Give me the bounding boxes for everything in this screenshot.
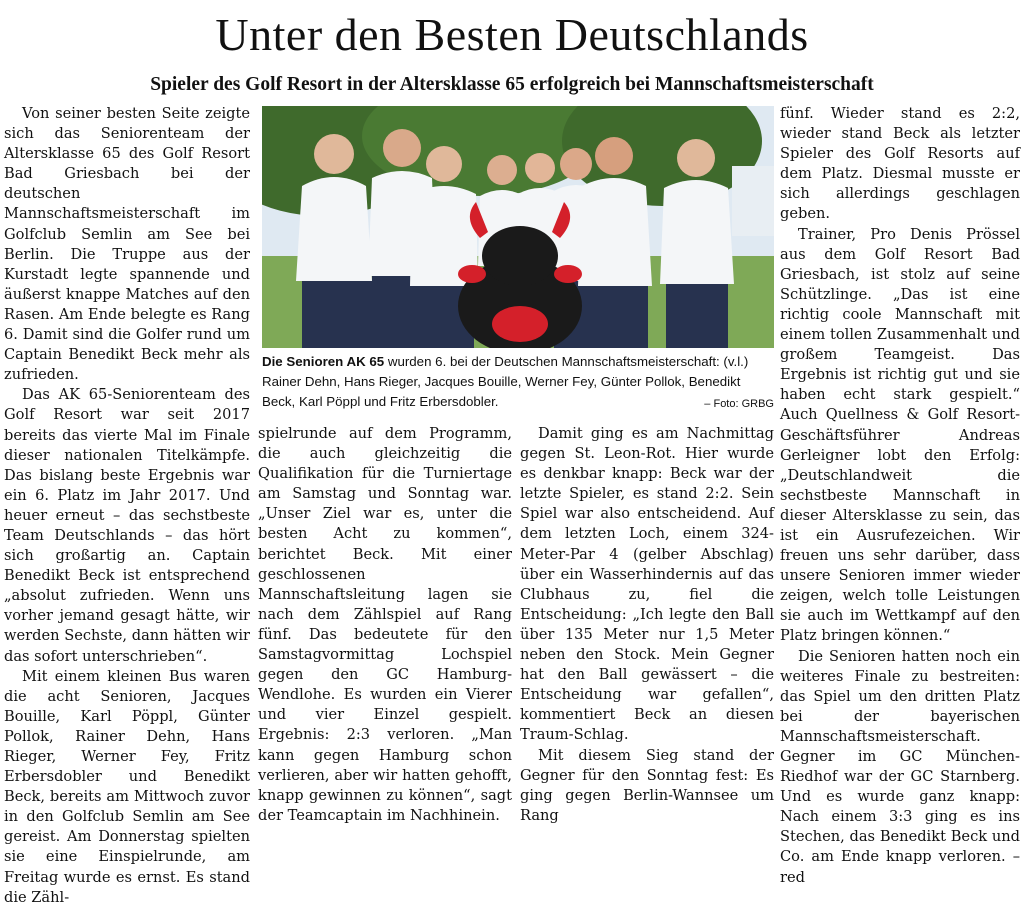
paragraph: Mit einem kleinen Bus waren die acht Senioren, Jacques Bouille, Karl Pöppl, Günter Pollok, Rainer Dehn, Hans Rieger, Werner Fey, Fritz Erbersdobler und Benedikt Beck, bereits am Mittwoch zuvor in den Golfclub Semlin am See gereist. Am Donnerstag spielten sie eine Einspielrunde, am Freitag wurde es ernst. Es stand die Zähl- xyxy=(4,667,250,906)
photo-caption xyxy=(262,352,774,414)
team-photo xyxy=(262,106,774,348)
paragraph: Mit diesem Sieg stand der Gegner für den Sonntag fest: Es ging gegen Berlin-Wannsee um Rang xyxy=(520,746,774,824)
headline: Unter den Besten Deutschlands xyxy=(215,9,809,60)
team-photo-illustration xyxy=(262,106,774,348)
paragraph: Trainer, Pro Denis Prössel aus dem Golf Resort Bad Griesbach, ist stolz auf seine Schützlinge. „Das ist eine richtig coole Mannschaft mit einem tollen Zusammenhalt und großem Teamgeist. Das Ergebnis ist richtig gut und sie haben echt stark gespielt.“ Auch Quellness & Golf Resort-Geschäftsführer Andreas Gerleigner lobt den Erfolg: „Deutschlandweit die sechstbeste Mannschaft in dieser Altersklasse zu sein, das ist ein Ausrufezeichen. Wir freuen uns sehr darüber, dass unsere Senioren immer wieder zeigen, welch tolle Leistungen sie auch im Wettkampf auf den Platz bringen können.“ xyxy=(780,225,1020,645)
article-column-4 xyxy=(780,104,1020,888)
sky-gap xyxy=(732,166,774,236)
paragraph: Damit ging es am Nachmittag gegen St. Leon-Rot. Hier wurde es denkbar knapp: Beck war der letzte Spieler, es stand 2:2. Sein Spiel war also entscheidend. Auf dem letzten Loch, einem 324-Meter-Par 4 (gelber Abschlag) über ein Wasserhindernis auf das Clubhaus zu, fiel die Entscheidung: „Ich legte den Ball über 135 Meter nur 1,5 Meter neben den Stock. Mein Gegner hat den Ball gewässert – die Entscheidung war gefallen“, kommentiert Beck an diesen Traum-Schlag. xyxy=(520,425,774,744)
caption-text: wurden 6. bei der Deutschen Mannschaftsmeisterschaft: (v.l.) Rainer Dehn, Hans Rieger, Jacques Bouille, Werner Fey, Günter Pollok, Benedikt Beck, Karl Pöppl und Fritz Erbersdobler. xyxy=(262,354,749,409)
paragraph: spielrunde auf dem Programm, die auch gleichzeitig die Qualifikation für die Turniertage am Samstag und Sonntag war. „Unser Ziel war es, unter die besten Acht zu kommen“, berichtet Beck. Mit einer geschlossenen Mannschaftsleitung lagen sie nach dem Zählspiel auf Rang fünf. Das bedeutete für den Samstagvormittag Lochspiel gegen den GC Hamburg-Wendlohe. Es wurden ein Vierer und vier Einzel gespielt. Ergebnis: 2:3 verloren. „Man kann gegen Hamburg schon verlieren, aber wir hatten gehofft, knapp gewinnen zu können“, sagt der Teamcaptain im Nachhinein. xyxy=(258,425,512,824)
subheadline: Spieler des Golf Resort in der Altersklasse 65 erfolgreich bei Mannschaftsmeisterschaft xyxy=(150,74,874,95)
paragraph: fünf. Wieder stand es 2:2, wieder stand Beck als letzter Spieler des Golf Resorts auf dem Platz. Diesmal musste er sich allerdings geschlagen geben. xyxy=(780,105,1020,223)
paragraph xyxy=(780,647,1020,888)
article-column-1 xyxy=(4,104,250,908)
photo-credit: – Foto: GRBG xyxy=(704,398,774,410)
caption-lead: Die Senioren AK 65 xyxy=(262,354,385,369)
author-signature: – red xyxy=(780,848,1020,886)
paragraph: Das AK 65-Seniorenteam des Golf Resort war seit 2017 bereits das vierte Mal im Finale dieser nationalen Titelkämpfe. Das bislang beste Ergebnis war ein 6. Platz im Jahr 2017. Und heuer erneut – das sechstbeste Team Deutschlands – das hört sich großartig an. Captain Benedikt Beck ist entsprechend „absolut zufrieden. Wenn uns vorher jemand gesagt hätte, wir werden Sechste, dann hätten wir das sofort unterschrieben“. xyxy=(4,386,250,665)
article-column-2 xyxy=(258,424,512,826)
paragraph-text: Die Senioren hatten noch ein weiteres Finale zu bestreiten: das Spiel um den dritten Platz bei der bayerischen Mannschaftsmeisterschaft. Gegner im GC München-Riedhof war der GC Starnberg. Und es wurde ganz knapp: Nach einem 3:3 ging es ins Stechen, das Benedikt Beck und Co. am Ende knapp verloren. xyxy=(780,647,1020,866)
paragraph: Von seiner besten Seite zeigte sich das Seniorenteam der Altersklasse 65 des Golf Resort Bad Griesbach bei der deutschen Mannschaftsmeisterschaft im Golfclub Semlin am See bei Berlin. Die Truppe aus der Kurstadt legte spannende und äußerst knappe Matches auf den Rasen. Am Ende belegte es Rang 6. Damit sind die Golfer rund um Captain Benedikt Beck mehr als zufrieden. xyxy=(4,105,250,384)
article-column-3 xyxy=(520,424,774,826)
